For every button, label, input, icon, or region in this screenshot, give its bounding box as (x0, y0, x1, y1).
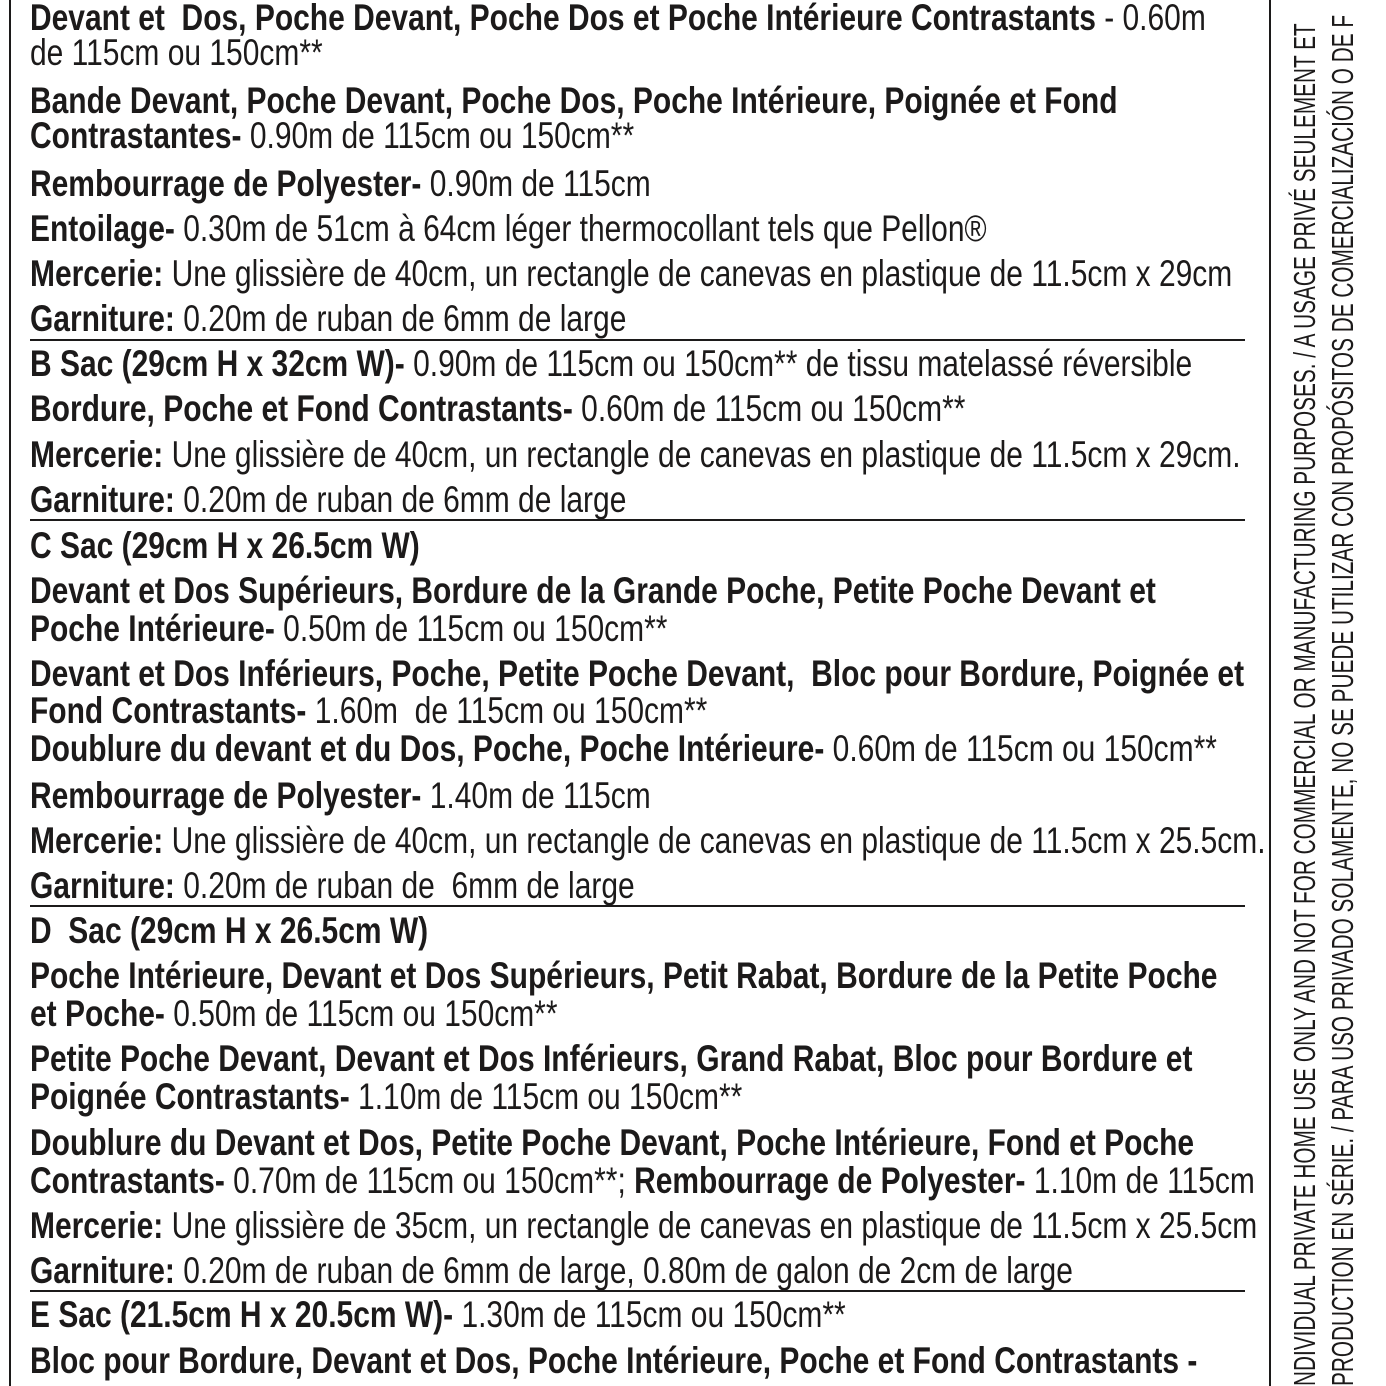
material-line (30, 208, 1245, 249)
item-value: 0.60m de 115cm ou 150cm** (572, 388, 966, 429)
material-line (30, 479, 1245, 520)
item-value: 0.60m de 115cm ou 150cm** (824, 728, 1217, 769)
material-line (30, 115, 1245, 156)
item-label: Poignée Contrastants- (30, 1076, 350, 1117)
item-value: - 0.60m (1095, 0, 1206, 38)
usage-notice-line: NDIVIDUAL PRIVATE HOME USE ONLY AND NOT FOR COMMERCIAL OR MANUFACTURING PURPOSES. / A USAGE PRIVÉ SEULEMENT ET (1287, 23, 1322, 1386)
section-title: E Sac (21.5cm H x 20.5cm W)- (30, 1294, 454, 1335)
material-line (30, 298, 1245, 339)
item-value: de 115cm ou 150cm** (30, 32, 323, 73)
item-label: Bande Devant, Poche Devant, Poche Dos, Poche Intérieure, Poignée et Fond (30, 80, 1118, 121)
material-line (30, 653, 1245, 694)
material-line (30, 1294, 1245, 1335)
item-label: Contrastants- (30, 1160, 225, 1201)
item-label: Bordure, Poche et Fond Contrastants- (30, 388, 573, 429)
material-line (30, 80, 1245, 121)
item-label: Bloc pour Bordure, Devant et Dos, Poche Intérieure, Poche et Fond Contrastants - (30, 1340, 1198, 1381)
item-value: Une glissière de 35cm, un rectangle de canevas en plastique de 11.5cm x 25.5cm (163, 1205, 1258, 1246)
material-line (30, 525, 1245, 566)
item-label: Petite Poche Devant, Devant et Dos Inférieurs, Grand Rabat, Bloc pour Bordure et (30, 1038, 1193, 1079)
item-label: Garniture: (30, 298, 175, 339)
item-label: Doublure du devant et du Dos, Poche, Poche Intérieure- (30, 728, 825, 769)
material-line (30, 1038, 1245, 1079)
item-label: Fond Contrastants- (30, 690, 307, 731)
item-label: Poche Intérieure- (30, 608, 275, 649)
item-label: Rembourrage de Polyester- (30, 163, 422, 204)
item-label: Doublure du Devant et Dos, Petite Poche Devant, Poche Intérieure, Fond et Poche (30, 1122, 1195, 1163)
item-value: 0.20m de ruban de 6mm de large (174, 479, 627, 520)
item-label: Poche Intérieure, Devant et Dos Supérieurs, Petit Rabat, Bordure de la Petite Poche (30, 955, 1218, 996)
item-label: Garniture: (30, 1250, 175, 1291)
material-line (30, 388, 1245, 429)
section-title: C Sac (29cm H x 26.5cm W) (30, 525, 420, 566)
left-border (9, 0, 11, 1386)
material-line (30, 775, 1245, 816)
material-line (30, 1205, 1258, 1246)
item-label: Mercerie: (30, 434, 164, 475)
material-line (30, 1160, 1255, 1201)
item-value: 0.90m de 115cm ou 150cm** de tissu matelassé réversible (404, 343, 1193, 384)
item-label: Entoilage- (30, 208, 175, 249)
material-line (30, 253, 1245, 294)
item-value: 0.70m de 115cm ou 150cm**; (224, 1160, 635, 1201)
material-line (30, 1076, 1245, 1117)
material-line (30, 163, 1245, 204)
item-value: 1.10m de 115cm ou 150cm** (349, 1076, 743, 1117)
material-line (30, 1340, 1245, 1381)
item-value: 0.50m de 115cm ou 150cm** (164, 993, 558, 1034)
material-line (30, 570, 1245, 611)
item-label: Rembourrage de Polyester- (634, 1160, 1026, 1201)
item-label: Garniture: (30, 479, 175, 520)
item-value: 0.90m de 115cm (421, 163, 651, 204)
material-line (30, 993, 1245, 1034)
item-label: Mercerie: (30, 253, 164, 294)
right-border (1269, 0, 1271, 1386)
item-value: 0.50m de 115cm ou 150cm** (274, 608, 668, 649)
item-value: 1.60m de 115cm ou 150cm** (306, 690, 708, 731)
material-line (30, 910, 1245, 951)
item-value: 1.40m de 115cm (421, 775, 651, 816)
material-line (30, 0, 1245, 36)
material-line (30, 343, 1245, 384)
item-value: 0.20m de ruban de 6mm de large (174, 298, 627, 339)
item-label: Mercerie: (30, 1205, 164, 1246)
item-value: 0.20m de ruban de 6mm de large, 0.80m de galon de 2cm de large (174, 1250, 1073, 1291)
materials-list (30, 0, 1266, 1386)
item-label: Rembourrage de Polyester- (30, 775, 422, 816)
item-value: Une glissière de 40cm, un rectangle de canevas en plastique de 11.5cm x 25.5cm. (163, 820, 1266, 861)
item-label: Devant et Dos, Poche Devant, Poche Dos et Poche Intérieure Contrastants (30, 0, 1096, 38)
item-label: Garniture: (30, 865, 175, 906)
item-label: et Poche- (30, 993, 165, 1034)
material-line (30, 32, 1245, 73)
item-label: Contrastantes- (30, 115, 242, 156)
material-line (30, 434, 1245, 475)
material-line (30, 955, 1245, 996)
item-value: Une glissière de 40cm, un rectangle de canevas en plastique de 11.5cm x 29cm (163, 253, 1233, 294)
item-value: 0.30m de 51cm à 64cm léger thermocollant tels que Pellon® (174, 208, 987, 249)
section-title: B Sac (29cm H x 32cm W)- (30, 343, 405, 384)
material-line (30, 1122, 1245, 1163)
item-label: Devant et Dos Supérieurs, Bordure de la Grande Poche, Petite Poche Devant et (30, 570, 1156, 611)
item-label: Devant et Dos Inférieurs, Poche, Petite Poche Devant, Bloc pour Bordure, Poignée et (30, 653, 1245, 694)
usage-notice-line: PRODUCTION EN SÉRIE. / PARA USO PRIVADO SOLAMENTE, NO SE PUEDE UTILIZAR CON PROPÓSITOS DE COMERCIALIZACIÓN O DE F (1325, 14, 1360, 1386)
section-title: D Sac (29cm H x 26.5cm W) (30, 910, 429, 951)
material-line (30, 690, 1245, 731)
item-value: 1.30m de 115cm ou 150cm** (453, 1294, 846, 1335)
material-line (30, 608, 1245, 649)
material-line (30, 728, 1245, 769)
item-value: 0.90m de 115cm ou 150cm** (241, 115, 635, 156)
item-label: Mercerie: (30, 820, 164, 861)
item-value: 1.10m de 115cm (1025, 1160, 1255, 1201)
material-line (30, 820, 1266, 861)
material-line (30, 865, 1245, 906)
material-line (30, 1250, 1245, 1291)
item-value: 0.20m de ruban de 6mm de large (174, 865, 635, 906)
item-value: Une glissière de 40cm, un rectangle de canevas en plastique de 11.5cm x 29cm. (163, 434, 1241, 475)
